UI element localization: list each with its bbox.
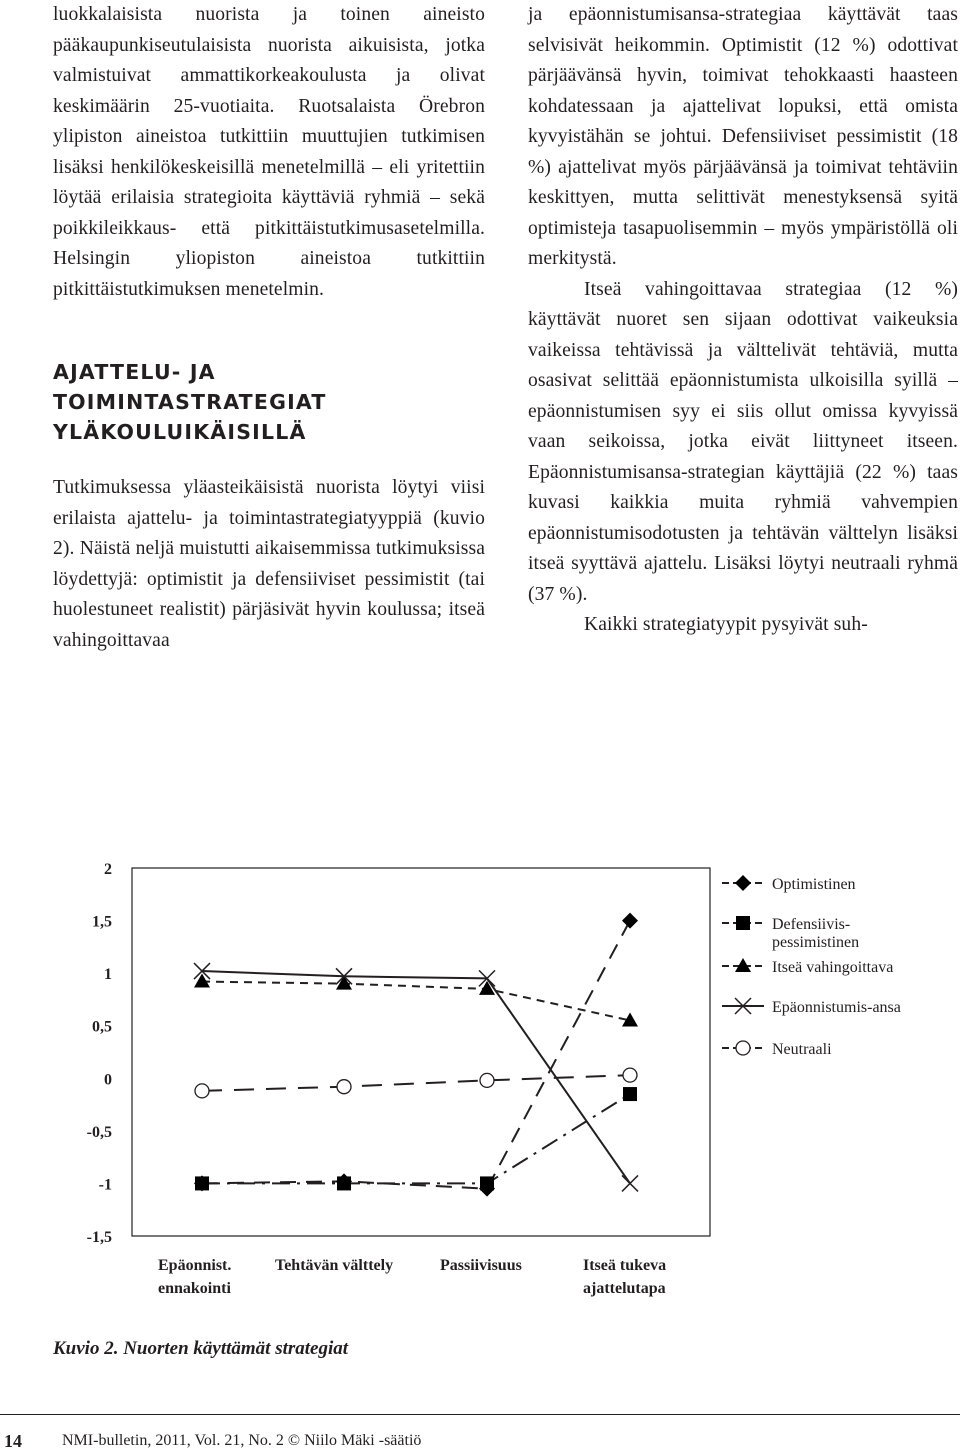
right-column	[528, 0, 958, 641]
y-tick-label: -1	[98, 1176, 112, 1194]
data-point-defensiivis-pessimistinen	[623, 1087, 637, 1101]
left-column	[53, 0, 485, 656]
legend-label-epäonnistumis-ansa: Epäonnistumis-ansa	[772, 999, 901, 1016]
figure-caption: Kuvio 2. Nuorten käyttämät strategiat	[53, 1338, 349, 1359]
legend-label-defensiivis-pessimistinen: Defensiivis-	[772, 916, 851, 933]
data-point-neutraali	[195, 1084, 209, 1098]
data-point-optimistinen	[622, 913, 638, 929]
left-paragraph-2: Tutkimuksessa yläasteikäisistä nuorista löytyi viisi erilaista ajattelu- ja toimintastrategiatyyppiä (kuvio 2). Näistä neljä muistutti aikaisemmissa tutkimuksissa löydettyjä: optimistit ja defensiiviset pessimistit (tai huolestuneet realistit) pärjäsivät hyvin koulussa; itseä vahingoittavaa	[53, 477, 485, 651]
x-tick-label: ajattelutapa	[583, 1280, 666, 1297]
right-paragraph-2: Itseä vahingoittavaa strategiaa (12 %) käyttävät nuoret sen sijaan odottivat vaikeuksia vaikeissa tehtävissä ja välttelivät tehtäviä, mutta osasivat selittää epäonnistumista ulkoisilla syillä – epäonnistumisen syy ei siis ollut omissa kyvyissä vaan seikoissa, jotka eivät liittyneet itseen. Epäonnistumisansa-strategian käyttäjiä (22 %) taas kuvasi kaikkia muita ryhmiä vahvempien epäonnistumisodotusten ja tehtävän välttelyn lisäksi itseä syyttävä ajattelu. Lisäksi löytyi neutraali ryhmä (37 %).	[528, 278, 958, 605]
right-paragraph-1: ja epäonnistumisansa-strategiaa käyttävät taas selvisivät heikommin. Optimistit (12 %) odottivat pärjäävänsä hyvin, toimivat tehokkaasti haasteen kohdatessaan ja ajattelivat lopuksi, että omista kyvyistähän se johtui. Defensiiviset pessimistit (18 %) ajattelivat myös pärjäävänsä ja toimivat tehtäviin keskittyen, mutta selittivät menestyksensä syitä optimisteja tasapuolisemmin – myös ympäristöllä oli merkitystä.	[528, 4, 958, 269]
series-line-itseä-vahingoittava	[202, 982, 630, 1021]
y-tick-label: 1	[104, 966, 112, 984]
y-tick-label: 1,5	[92, 913, 112, 931]
page-footer	[0, 1429, 960, 1453]
data-point-epäonnistumis-ansa	[622, 1175, 638, 1191]
section-heading-line-1: AJATTELU- JA TOIMINTASTRATEGIAT	[53, 360, 327, 414]
right-paragraph-3: Kaikki strategiatyypit pysyivät suh-	[584, 614, 868, 635]
data-point-neutraali	[337, 1080, 351, 1094]
footer-rule	[0, 1414, 960, 1415]
data-point-neutraali	[623, 1068, 637, 1082]
y-tick-label: -1,5	[86, 1229, 112, 1246]
plot-frame	[132, 868, 710, 1236]
x-tick-label: Passiivisuus	[440, 1257, 522, 1274]
x-tick-label: ennakointi	[158, 1280, 231, 1297]
y-tick-label: 0,5	[92, 1018, 112, 1036]
data-point-defensiivis-pessimistinen	[195, 1176, 209, 1190]
section-heading-line-2: YLÄKOULUIKÄISILLÄ	[53, 420, 307, 444]
legend-marker-neutraali	[736, 1041, 750, 1055]
strategy-line-chart	[0, 840, 960, 1310]
series-line-optimistinen	[202, 921, 630, 1189]
x-tick-label: Tehtävän välttely	[275, 1257, 394, 1274]
legend-label-neutraali: Neutraali	[772, 1041, 832, 1058]
page-number: 14	[4, 1431, 22, 1451]
y-tick-label: -0,5	[86, 1123, 112, 1141]
series-line-neutraali	[202, 1075, 630, 1091]
legend-label-optimistinen: Optimistinen	[772, 876, 856, 893]
legend-label-itseä-vahingoittava: Itseä vahingoittava	[772, 959, 894, 976]
journal-citation: NMI-bulletin, 2011, Vol. 21, No. 2 © Niilo Mäki -säätiö	[62, 1432, 422, 1449]
y-tick-label: 2	[104, 861, 112, 878]
series-line-defensiivis-pessimistinen	[202, 1094, 630, 1183]
x-tick-label: Itseä tukeva	[583, 1257, 667, 1274]
left-paragraph-1: luokkalaisista nuorista ja toinen aineisto pääkaupunkiseutulaisista nuorista aikuisista, jotka valmistuivat ammattikorkeakoulusta ja olivat keskimäärin 25-vuotiaita. Ruotsalaista Örebron ylipiston aineistoa tutkittiin muuttujien tutkimisen lisäksi henkilökeskeisillä menetelmillä – eli yritettiin löytää erilaisia strategioita käyttäviä ryhmiä – sekä poikkileikkaus- että pitkittäistutkimusasetelmilla. Helsingin yliopiston aineistoa tutkittiin pitkittäistutkimuksen menetelmin.	[53, 4, 485, 300]
x-tick-label: Epäonnist.	[158, 1257, 232, 1274]
legend-marker-defensiivis-pessimistinen	[736, 916, 750, 930]
data-point-defensiivis-pessimistinen	[480, 1176, 494, 1190]
y-tick-label: 0	[104, 1071, 112, 1089]
data-point-neutraali	[480, 1073, 494, 1087]
section-heading	[53, 357, 485, 447]
legend-label-defensiivis-pessimistinen: pessimistinen	[772, 934, 860, 951]
data-point-defensiivis-pessimistinen	[337, 1176, 351, 1190]
